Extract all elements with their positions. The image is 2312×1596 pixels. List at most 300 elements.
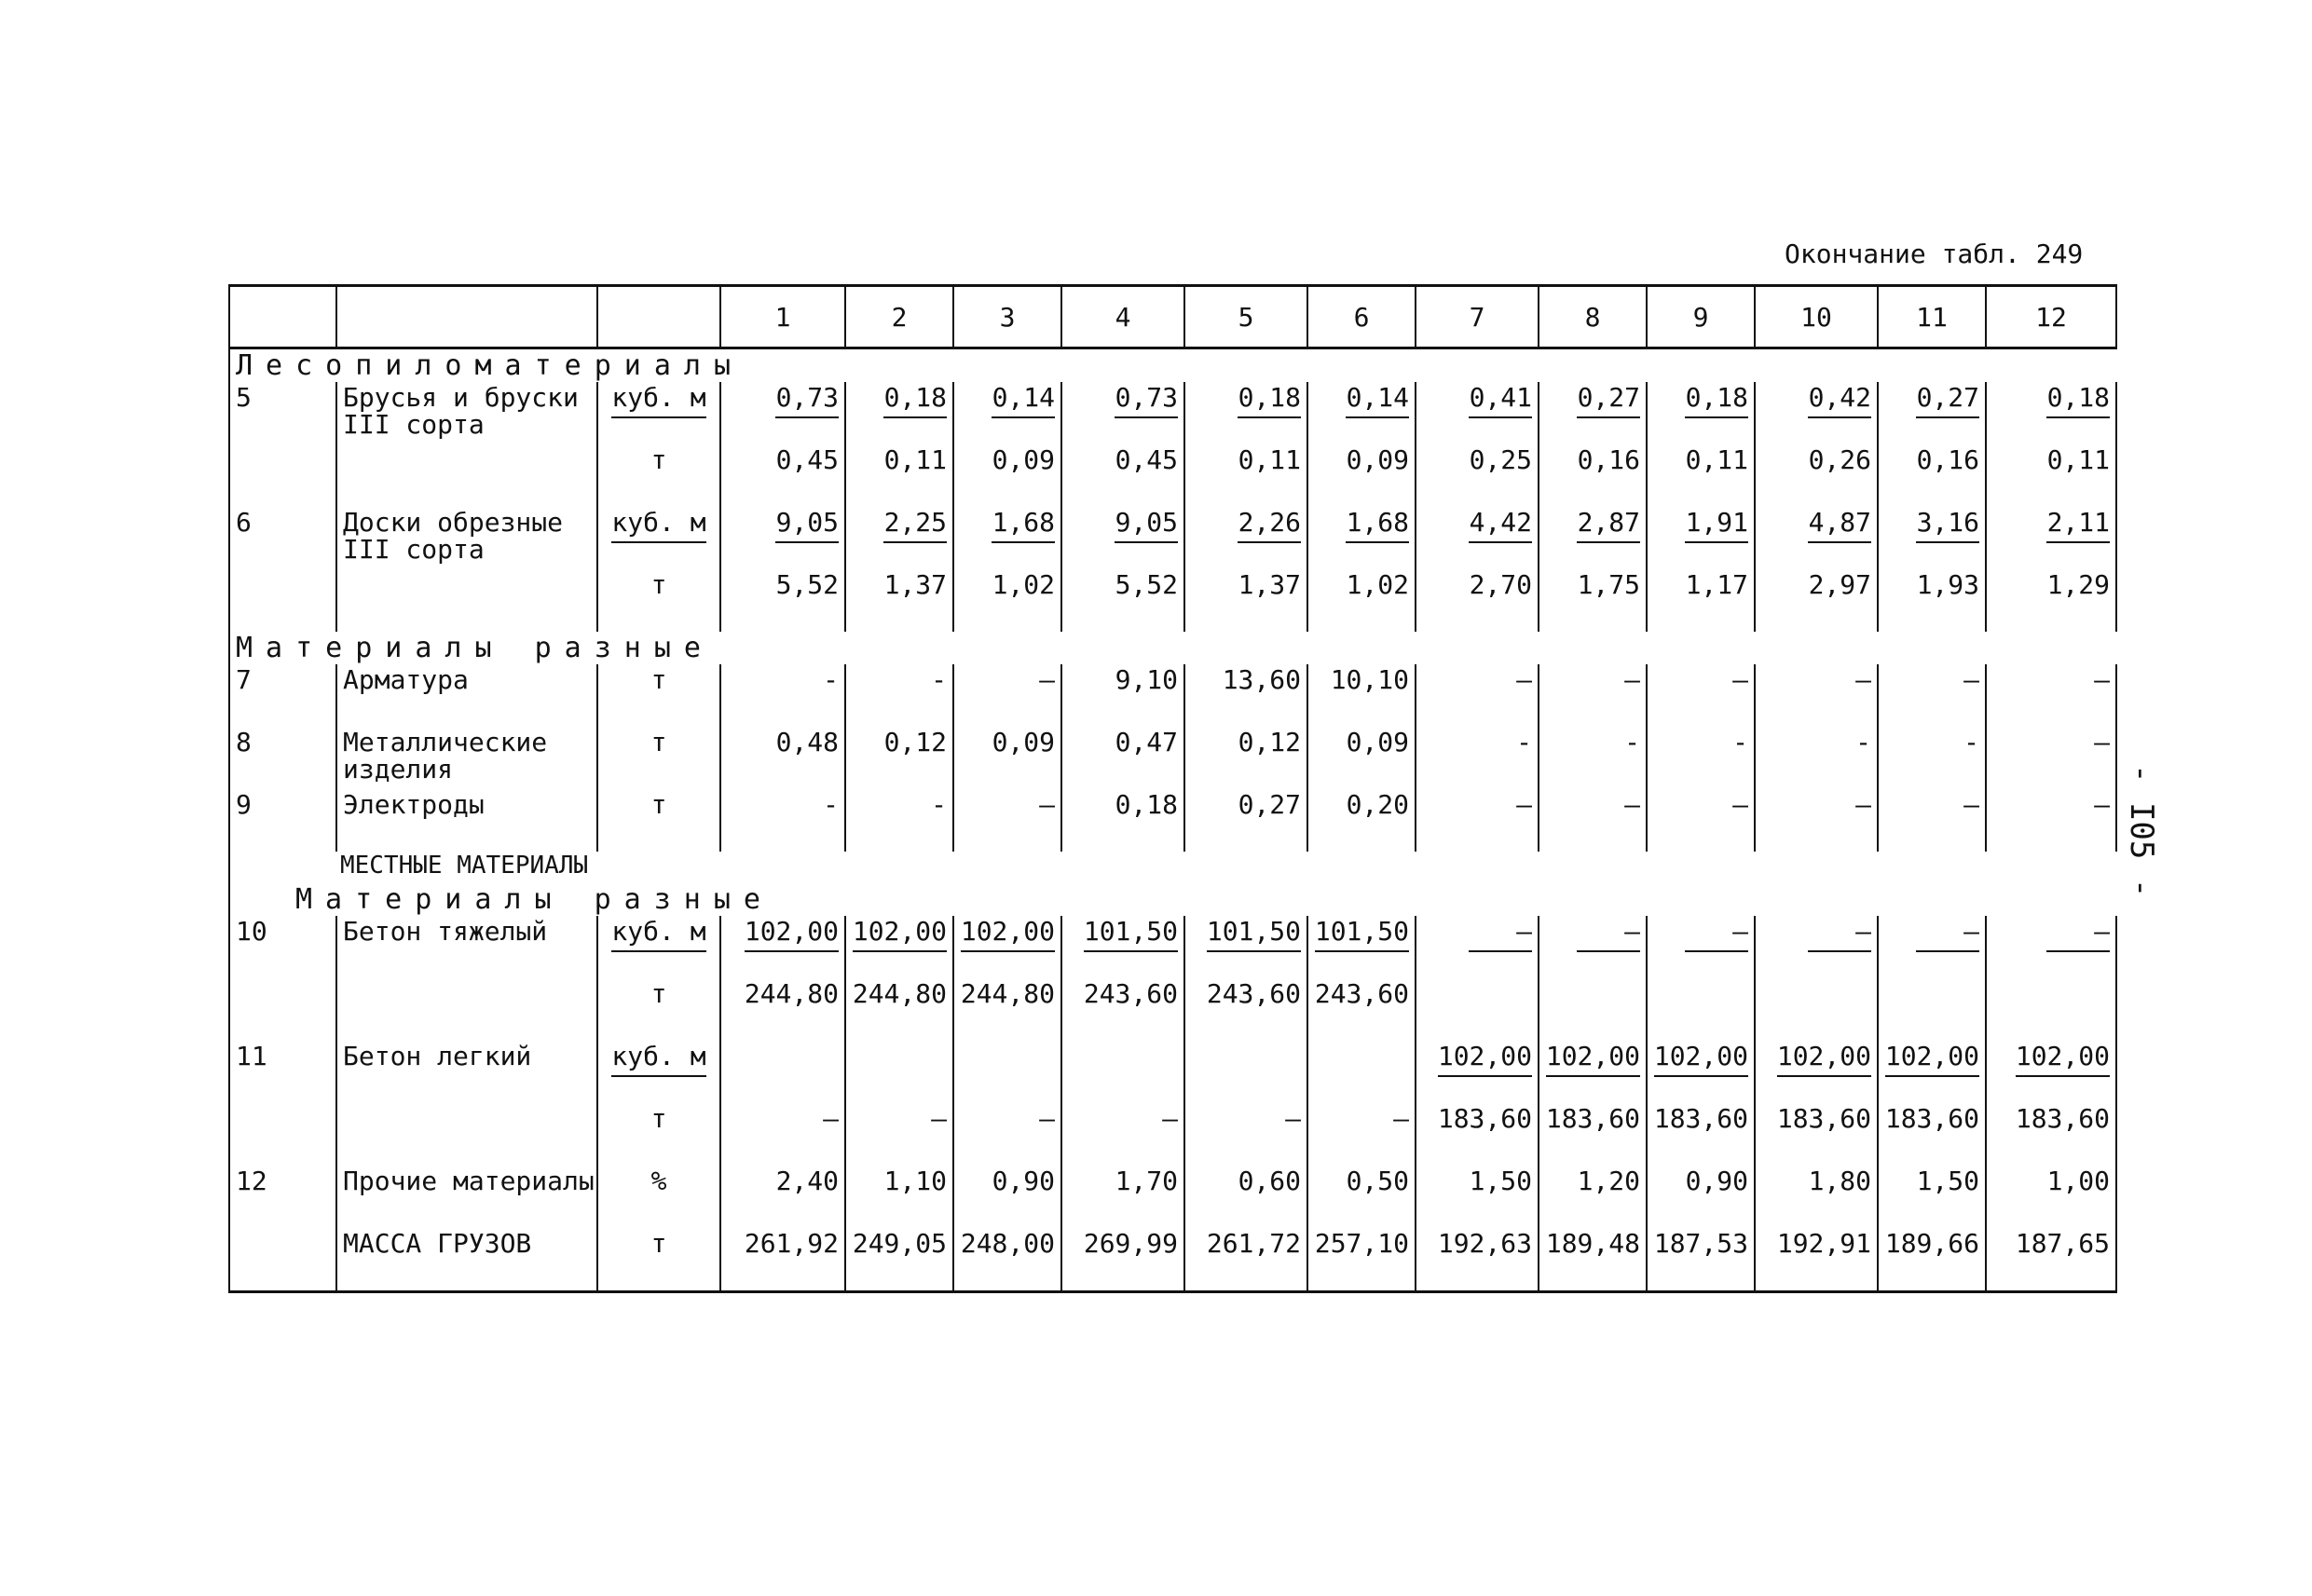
unit-cell xyxy=(597,507,720,569)
value: - xyxy=(1855,727,1871,757)
value-cell xyxy=(1878,916,1986,978)
value-cell xyxy=(953,569,1061,632)
value: 101,50 xyxy=(1207,916,1301,952)
value: – xyxy=(1624,789,1640,820)
row-number: 6 xyxy=(229,507,336,569)
value: – xyxy=(1855,664,1871,695)
value: 0,90 xyxy=(992,1166,1055,1196)
value-cell xyxy=(1539,382,1647,444)
value-cell xyxy=(720,789,845,852)
value: 243,60 xyxy=(1083,978,1178,1009)
value: 0,18 xyxy=(1238,382,1301,418)
value-cell xyxy=(1307,727,1416,789)
value: 1,75 xyxy=(1577,569,1640,600)
value-cell xyxy=(1184,382,1307,444)
value-cell xyxy=(1647,507,1755,569)
table-row xyxy=(229,727,2116,789)
unit-cell xyxy=(597,916,720,978)
value: 244,80 xyxy=(960,978,1055,1009)
value: 0,18 xyxy=(2046,382,2110,418)
value: 0,11 xyxy=(1238,444,1301,475)
value: 2,97 xyxy=(1808,569,1871,600)
value-cell xyxy=(1986,789,2116,852)
value: 261,92 xyxy=(744,1228,839,1259)
value: 0,73 xyxy=(775,382,839,418)
material-name xyxy=(336,507,597,569)
table-row xyxy=(229,1166,2116,1228)
col-header: 2 xyxy=(845,286,953,348)
value: 102,00 xyxy=(745,916,839,952)
value-cell xyxy=(720,382,845,444)
value-cell xyxy=(1184,507,1307,569)
value-cell xyxy=(953,664,1061,727)
value: 2,87 xyxy=(1577,507,1640,543)
section-row xyxy=(229,883,2116,916)
value-cell xyxy=(953,1228,1061,1292)
value-cell xyxy=(1755,444,1878,507)
value: – xyxy=(1577,916,1640,952)
value-cell xyxy=(1755,569,1878,632)
value: 1,00 xyxy=(2046,1166,2110,1196)
value: 2,40 xyxy=(775,1166,839,1196)
material-name-line: Арматура xyxy=(343,664,469,695)
value: – xyxy=(1732,789,1748,820)
table-row xyxy=(229,664,2116,727)
value-cell xyxy=(1416,1166,1539,1228)
value: – xyxy=(2094,727,2110,757)
value-cell xyxy=(1539,1041,1647,1103)
value: 0,90 xyxy=(1685,1166,1748,1196)
section-row xyxy=(229,632,2116,664)
unit: куб. м xyxy=(611,916,705,952)
table-row xyxy=(229,1228,2116,1292)
material-name xyxy=(336,664,597,727)
value: 0,09 xyxy=(1346,444,1409,475)
value-cell xyxy=(1986,1166,2116,1228)
value-cell xyxy=(720,1041,845,1103)
value-cell xyxy=(1307,444,1416,507)
value: 0,09 xyxy=(1346,727,1409,757)
value-cell xyxy=(1184,1041,1307,1103)
table-row xyxy=(229,569,2116,632)
value: – xyxy=(1963,664,1979,695)
value: 1,68 xyxy=(1346,507,1409,543)
materials-table xyxy=(228,284,2117,1293)
unit-cell xyxy=(597,1103,720,1166)
value: 102,00 xyxy=(1885,1041,1979,1077)
unit: т xyxy=(650,1103,667,1134)
value: 248,00 xyxy=(960,1228,1055,1259)
value-cell xyxy=(953,789,1061,852)
value-cell xyxy=(720,727,845,789)
material-name xyxy=(336,444,597,507)
material-name-line: III сорта xyxy=(343,534,485,565)
value-cell xyxy=(1539,1166,1647,1228)
row-number xyxy=(229,569,336,632)
value-cell xyxy=(720,1228,845,1292)
value: 189,66 xyxy=(1884,1228,1979,1259)
value: 0,45 xyxy=(775,444,839,475)
value: 1,17 xyxy=(1685,569,1748,600)
value-cell xyxy=(1307,664,1416,727)
value: 0,42 xyxy=(1808,382,1871,418)
value-cell xyxy=(953,727,1061,789)
value: – xyxy=(1162,1103,1178,1134)
value-cell xyxy=(1878,664,1986,727)
unit: т xyxy=(650,978,667,1009)
section-title: Материалы разные xyxy=(229,632,2116,664)
value-cell xyxy=(1061,916,1184,978)
value: 2,26 xyxy=(1238,507,1301,543)
material-name-line: Металлические xyxy=(343,727,548,757)
material-name xyxy=(336,1041,597,1103)
value: 101,50 xyxy=(1315,916,1409,952)
value-cell xyxy=(1416,1103,1539,1166)
value-cell xyxy=(1539,978,1647,1041)
value-cell xyxy=(1986,664,2116,727)
value: 0,45 xyxy=(1115,444,1178,475)
unit-cell xyxy=(597,727,720,789)
value-cell xyxy=(1878,507,1986,569)
row-number: 12 xyxy=(229,1166,336,1228)
page-number: - I05 - xyxy=(2123,764,2160,898)
value: 5,52 xyxy=(1115,569,1178,600)
value: 257,10 xyxy=(1314,1228,1409,1259)
col-header: 11 xyxy=(1878,286,1986,348)
value-cell xyxy=(1755,1166,1878,1228)
value-cell xyxy=(1416,382,1539,444)
row-number: 5 xyxy=(229,382,336,444)
value-cell xyxy=(1647,382,1755,444)
value: 1,37 xyxy=(1238,569,1301,600)
value-cell xyxy=(845,382,953,444)
row-number: 11 xyxy=(229,1041,336,1103)
value-cell xyxy=(1647,1103,1755,1166)
value-cell xyxy=(1878,789,1986,852)
value: – xyxy=(1963,789,1979,820)
col-header: 6 xyxy=(1307,286,1416,348)
value: 187,53 xyxy=(1653,1228,1748,1259)
material-name-line: изделия xyxy=(343,754,454,784)
value-cell xyxy=(720,569,845,632)
unit-cell xyxy=(597,978,720,1041)
value-cell xyxy=(1307,569,1416,632)
unit-cell xyxy=(597,1166,720,1228)
value: 1,50 xyxy=(1469,1166,1532,1196)
value: 102,00 xyxy=(961,916,1055,952)
value-cell xyxy=(1755,916,1878,978)
material-name xyxy=(336,382,597,444)
unit-cell xyxy=(597,1041,720,1103)
value: 1,91 xyxy=(1685,507,1748,543)
material-name xyxy=(336,789,597,852)
row-number xyxy=(229,1228,336,1292)
col-header: 12 xyxy=(1986,286,2116,348)
value-cell xyxy=(1184,727,1307,789)
value-cell xyxy=(953,1166,1061,1228)
unit: т xyxy=(650,444,667,475)
value-cell xyxy=(1755,382,1878,444)
value-cell xyxy=(1986,1103,2116,1166)
value-cell xyxy=(720,444,845,507)
value: 0,11 xyxy=(1685,444,1748,475)
value-cell xyxy=(1416,444,1539,507)
table-row xyxy=(229,382,2116,444)
unit-cell xyxy=(597,664,720,727)
value-cell xyxy=(1539,916,1647,978)
col-header: 1 xyxy=(720,286,845,348)
material-name xyxy=(336,978,597,1041)
unit: куб. м xyxy=(611,507,705,543)
value-cell xyxy=(1184,569,1307,632)
value-cell xyxy=(1539,727,1647,789)
table-row xyxy=(229,978,2116,1041)
value-cell xyxy=(1184,444,1307,507)
value-cell xyxy=(845,1166,953,1228)
value: 0,14 xyxy=(1346,382,1409,418)
value-cell xyxy=(1878,1041,1986,1103)
value: 0,09 xyxy=(992,727,1055,757)
value-cell xyxy=(1647,664,1755,727)
value-cell xyxy=(1986,382,2116,444)
value-cell xyxy=(1184,1103,1307,1166)
value: – xyxy=(1393,1103,1409,1134)
unit: т xyxy=(650,1228,667,1259)
value-cell xyxy=(1307,789,1416,852)
value-cell xyxy=(1416,727,1539,789)
value: 261,72 xyxy=(1206,1228,1301,1259)
value: 0,48 xyxy=(775,727,839,757)
value-cell xyxy=(1878,1228,1986,1292)
value: – xyxy=(931,1103,947,1134)
value: – xyxy=(1039,1103,1055,1134)
value-cell xyxy=(1061,1103,1184,1166)
value-cell xyxy=(1755,727,1878,789)
material-name xyxy=(336,727,597,789)
value-cell xyxy=(720,916,845,978)
value-cell xyxy=(845,569,953,632)
value: – xyxy=(1516,664,1532,695)
material-name-line: МАССА ГРУЗОВ xyxy=(343,1228,532,1259)
unit: т xyxy=(650,727,667,757)
unit: % xyxy=(650,1166,667,1196)
value-cell xyxy=(1647,444,1755,507)
value: 0,60 xyxy=(1238,1166,1301,1196)
value-cell xyxy=(1184,664,1307,727)
value-cell xyxy=(845,727,953,789)
value: – xyxy=(1039,664,1055,695)
value: – xyxy=(1808,916,1871,952)
value-cell xyxy=(1986,727,2116,789)
value-cell xyxy=(1307,1041,1416,1103)
value-cell xyxy=(1878,727,1986,789)
value-cell xyxy=(845,1228,953,1292)
value: 9,05 xyxy=(1115,507,1178,543)
unit: т xyxy=(650,789,667,820)
value-cell xyxy=(1878,1166,1986,1228)
row-number: 7 xyxy=(229,664,336,727)
material-name xyxy=(336,1228,597,1292)
value: 0,18 xyxy=(1115,789,1178,820)
value-cell xyxy=(1986,978,2116,1041)
value-cell xyxy=(1061,1228,1184,1292)
col-header: 10 xyxy=(1755,286,1878,348)
material-name-line: Бетон тяжелый xyxy=(343,916,548,947)
unit-cell xyxy=(597,382,720,444)
value-cell xyxy=(720,1166,845,1228)
col-header: 4 xyxy=(1061,286,1184,348)
material-name-line: Брусья и бруски xyxy=(343,382,579,413)
value: – xyxy=(1685,916,1748,952)
value: 0,16 xyxy=(1916,444,1979,475)
value-cell xyxy=(953,382,1061,444)
value: - xyxy=(823,789,839,820)
material-name xyxy=(336,1166,597,1228)
value-cell xyxy=(720,507,845,569)
value-cell xyxy=(1755,1228,1878,1292)
value: - xyxy=(1732,727,1748,757)
value-cell xyxy=(1755,507,1878,569)
unit: т xyxy=(650,664,667,695)
value-cell xyxy=(1061,569,1184,632)
material-name xyxy=(336,1103,597,1166)
material-name-line: Бетон легкий xyxy=(343,1041,532,1071)
value: 4,87 xyxy=(1808,507,1871,543)
material-name-line: Доски обрезные xyxy=(343,507,564,538)
row-number: 9 xyxy=(229,789,336,852)
value-cell xyxy=(1755,1041,1878,1103)
col-header: 8 xyxy=(1539,286,1647,348)
value: 102,00 xyxy=(1777,1041,1871,1077)
value: 2,70 xyxy=(1469,569,1532,600)
value: – xyxy=(1039,789,1055,820)
value: 0,50 xyxy=(1346,1166,1409,1196)
value: 1,93 xyxy=(1916,569,1979,600)
value: 0,27 xyxy=(1916,382,1979,418)
value-cell xyxy=(1061,507,1184,569)
table-row xyxy=(229,444,2116,507)
value: 0,11 xyxy=(2046,444,2110,475)
value: 187,65 xyxy=(2015,1228,2110,1259)
table-row xyxy=(229,789,2116,852)
value-cell xyxy=(1647,978,1755,1041)
value: 0,11 xyxy=(883,444,947,475)
value-cell xyxy=(1647,727,1755,789)
value: 13,60 xyxy=(1222,664,1301,695)
value: 0,12 xyxy=(1238,727,1301,757)
value: 244,80 xyxy=(744,978,839,1009)
value-cell xyxy=(1647,1041,1755,1103)
value: 183,60 xyxy=(1653,1103,1748,1134)
value-cell xyxy=(1986,507,2116,569)
material-name xyxy=(336,916,597,978)
value: – xyxy=(1732,664,1748,695)
value-cell xyxy=(1061,382,1184,444)
value: 1,37 xyxy=(883,569,947,600)
table-row xyxy=(229,1041,2116,1103)
value: 0,73 xyxy=(1115,382,1178,418)
value-cell xyxy=(1878,444,1986,507)
value-cell xyxy=(953,978,1061,1041)
value-cell xyxy=(1539,1228,1647,1292)
section-title: МЕСТНЫЕ МАТЕРИАЛЫ xyxy=(229,852,2116,883)
value: 9,10 xyxy=(1115,664,1178,695)
value-cell xyxy=(1061,978,1184,1041)
unit-cell xyxy=(597,569,720,632)
material-name xyxy=(336,569,597,632)
value-cell xyxy=(720,1103,845,1166)
value-cell xyxy=(1307,507,1416,569)
value: 102,00 xyxy=(2016,1041,2110,1077)
value-cell xyxy=(1061,789,1184,852)
value: 102,00 xyxy=(1654,1041,1748,1077)
value: 1,80 xyxy=(1808,1166,1871,1196)
value-cell xyxy=(1184,1166,1307,1228)
value-cell xyxy=(1986,569,2116,632)
value-cell xyxy=(1539,507,1647,569)
value-cell xyxy=(1307,1166,1416,1228)
value-cell xyxy=(1878,1103,1986,1166)
value-cell xyxy=(845,1041,953,1103)
value: 101,50 xyxy=(1084,916,1178,952)
col-header: 3 xyxy=(953,286,1061,348)
value: 0,16 xyxy=(1577,444,1640,475)
value-cell xyxy=(1647,916,1755,978)
value: 1,02 xyxy=(992,569,1055,600)
value-cell xyxy=(953,444,1061,507)
value: 1,20 xyxy=(1577,1166,1640,1196)
value: - xyxy=(1624,727,1640,757)
value-cell xyxy=(1647,789,1755,852)
row-number: 8 xyxy=(229,727,336,789)
value: – xyxy=(2046,916,2110,952)
value: - xyxy=(931,789,947,820)
unit-cell xyxy=(597,1228,720,1292)
value: 102,00 xyxy=(1438,1041,1532,1077)
table-caption: Окончание табл. 249 xyxy=(1785,239,2084,269)
value: 5,52 xyxy=(775,569,839,600)
value: 244,80 xyxy=(852,978,947,1009)
value-cell xyxy=(1539,444,1647,507)
value-cell xyxy=(1061,1166,1184,1228)
value: 192,91 xyxy=(1776,1228,1871,1259)
value-cell xyxy=(1307,1103,1416,1166)
value: 183,60 xyxy=(2015,1103,2110,1134)
value-cell xyxy=(845,789,953,852)
value: 0,20 xyxy=(1346,789,1409,820)
material-name-line: III сорта xyxy=(343,409,485,440)
value-cell xyxy=(845,916,953,978)
value-cell xyxy=(1755,1103,1878,1166)
value-cell xyxy=(1061,444,1184,507)
material-name-line: Электроды xyxy=(343,789,485,820)
unit: куб. м xyxy=(611,1041,705,1077)
value-cell xyxy=(720,664,845,727)
value: 0,09 xyxy=(992,444,1055,475)
value: – xyxy=(1285,1103,1301,1134)
col-header: 7 xyxy=(1416,286,1539,348)
value: 0,18 xyxy=(1685,382,1748,418)
value: – xyxy=(1855,789,1871,820)
value-cell xyxy=(1184,1228,1307,1292)
value-cell xyxy=(1061,1041,1184,1103)
header-row xyxy=(229,286,2116,348)
value-cell xyxy=(953,916,1061,978)
value: 192,63 xyxy=(1437,1228,1532,1259)
value-cell xyxy=(953,1103,1061,1166)
value: 183,60 xyxy=(1884,1103,1979,1134)
value: 0,27 xyxy=(1238,789,1301,820)
